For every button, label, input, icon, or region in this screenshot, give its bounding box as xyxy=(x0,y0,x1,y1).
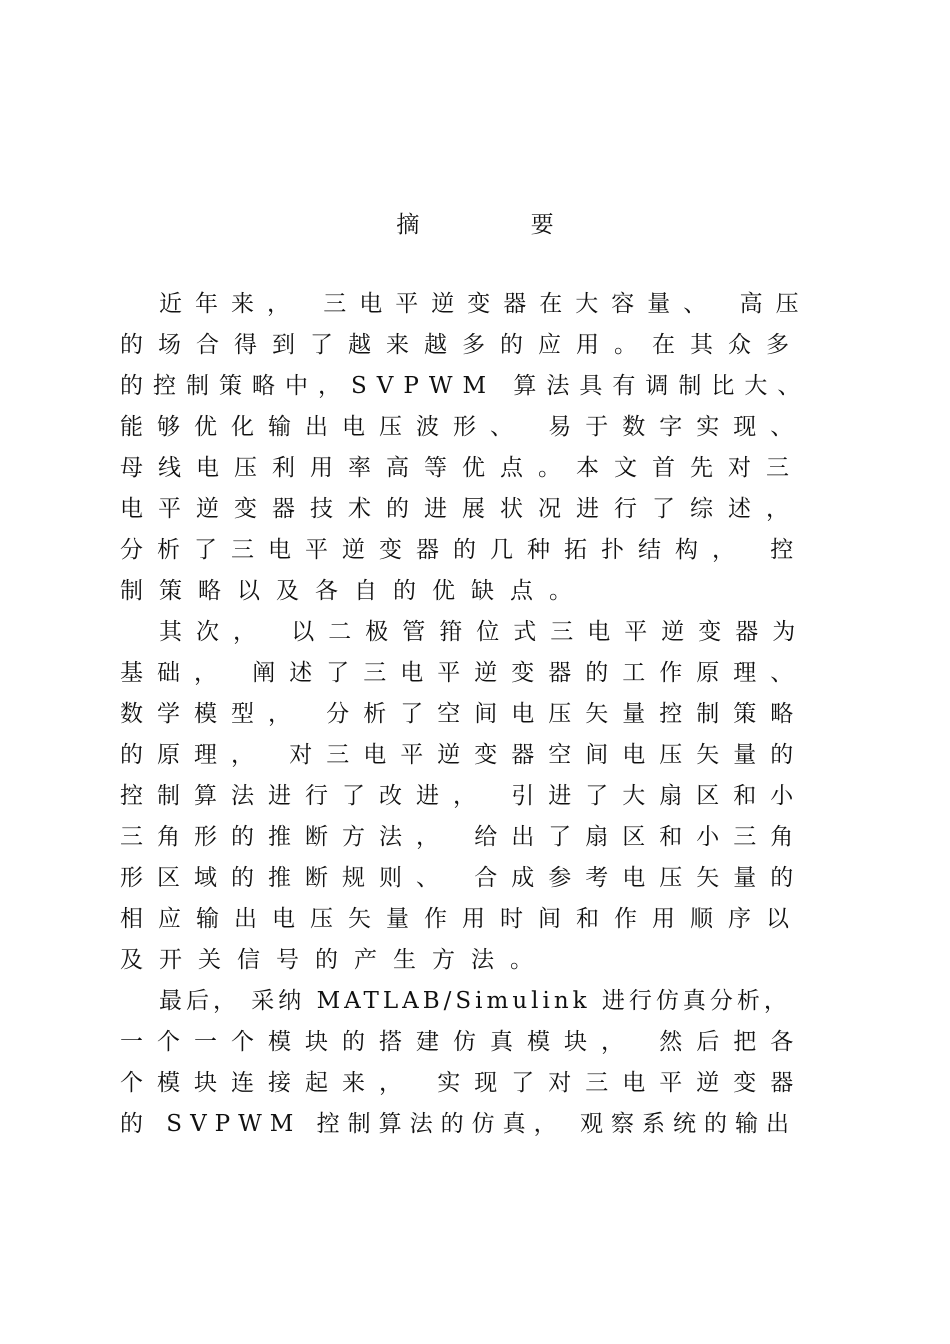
text-line: 基础， 阐述了三电平逆变器的工作原理、 xyxy=(120,660,808,686)
text-line: 的场合得到了越来越多的应用。在其众多 xyxy=(120,332,804,358)
text-line: 个模块连接起来， 实现了对三电平逆变器 xyxy=(120,1070,808,1096)
text-line: 电平逆变器技术的进展状况进行了综述， xyxy=(120,496,804,522)
text-line: 近年来， 三电平逆变器在大容量、 高压 xyxy=(159,291,812,317)
text-line: 一个一个模块的搭建仿真模块， 然后把各 xyxy=(120,1029,808,1055)
text-line: 分析了三电平逆变器的几种拓扑结构， 控 xyxy=(120,537,808,563)
text-line: 其次， 以二极管箝位式三电平逆变器为 xyxy=(159,619,810,645)
text-line: 的原理， 对三电平逆变器空间电压矢量的 xyxy=(120,742,808,768)
text-line: 数学模型， 分析了空间电压矢量控制策略 xyxy=(120,701,808,727)
text-line: 的控制策略中，SVPWM 算法具有调制比大、 xyxy=(120,373,811,399)
text-line: 能够优化输出电压波形、 易于数字实现、 xyxy=(120,414,808,440)
text-line: 形区域的推断规则、 合成参考电压矢量的 xyxy=(120,865,808,891)
text-line: 制策略以及各自的优缺点。 xyxy=(120,578,588,604)
text-line: 控制算法进行了改进， 引进了大扇区和小 xyxy=(120,783,808,809)
abstract-body xyxy=(120,284,820,1145)
text-line: 三角形的推断方法， 给出了扇区和小三角 xyxy=(120,824,808,850)
abstract-title: 摘 要 xyxy=(396,212,606,238)
text-line: 母线电压利用率高等优点。本文首先对三 xyxy=(120,455,804,481)
text-line: 最后， 采纳 MATLAB/Simulink 进行仿真分析， xyxy=(159,988,791,1014)
text-line: 的 SVPWM 控制算法的仿真， 观察系统的输出 xyxy=(120,1111,797,1137)
text-line: 及开关信号的产生方法。 xyxy=(120,947,549,973)
text-line: 相应输出电压矢量作用时间和作用顺序以 xyxy=(120,906,804,932)
